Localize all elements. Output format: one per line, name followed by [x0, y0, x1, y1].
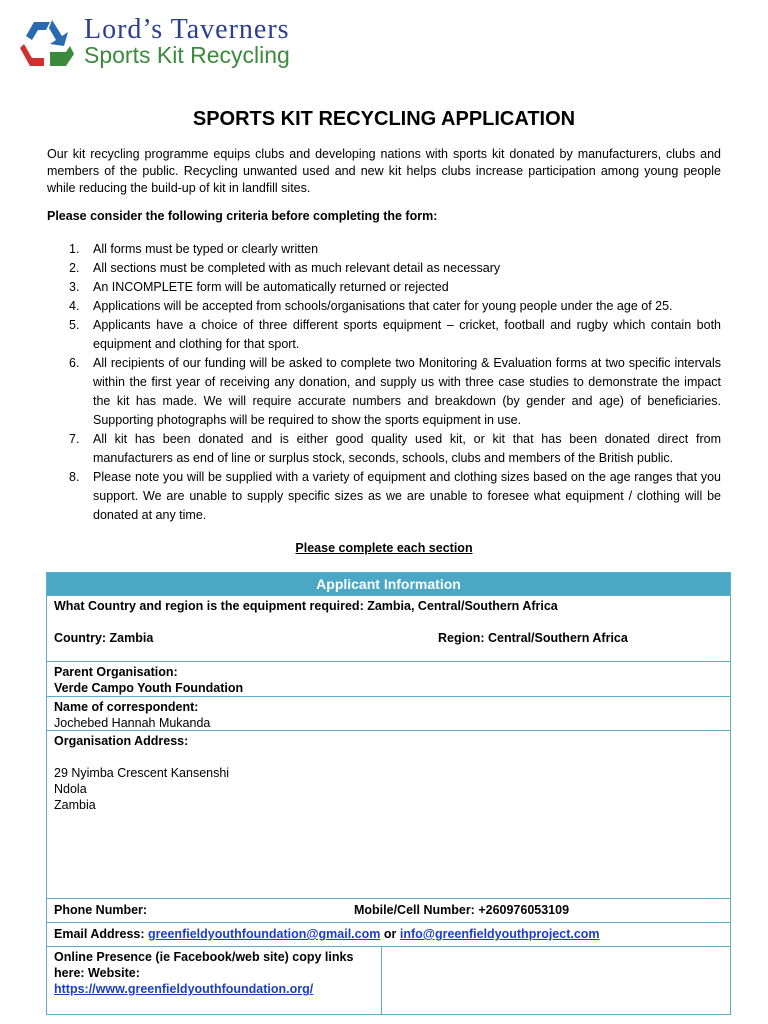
email-or: or — [383, 927, 397, 941]
address-label: Organisation Address: — [54, 734, 189, 748]
list-item — [47, 240, 721, 259]
list-item — [47, 278, 721, 297]
list-number: 6. — [69, 356, 80, 370]
form-header: Applicant Information — [47, 573, 730, 595]
online-presence-row — [47, 946, 730, 1014]
list-text: Please note you will be supplied with a variety of equipment and clothing sizes based on the age ranges that you support. We are unable to supply specific sizes as we are unable to foresee what equipment / clothing will be donated at any time. — [93, 470, 721, 522]
logo-subtitle: Sports Kit Recycling — [84, 42, 290, 68]
list-item — [47, 430, 721, 468]
list-item — [47, 468, 721, 525]
list-number: 2. — [69, 261, 80, 275]
address-line-3: Zambia — [54, 798, 96, 812]
intro-paragraph: Our kit recycling programme equips clubs and developing nations with sports kit donated by manufacturers, clubs and members of the public. Recycling unwanted used and new kit helps clubs increase participation among young people while reducing the build-up of kit in landfill sites. — [47, 147, 721, 195]
country-value: Country: Zambia — [54, 631, 154, 645]
page-title: SPORTS KIT RECYCLING APPLICATION — [192, 108, 576, 130]
list-item — [47, 354, 721, 430]
correspondent-label: Name of correspondent: — [54, 700, 199, 714]
criteria-list — [47, 240, 721, 525]
parent-org-row[interactable] — [47, 661, 730, 696]
list-text: An INCOMPLETE form will be automatically returned or rejected — [93, 280, 449, 294]
list-text: Applications will be accepted from schools/organisations that cater for young people under the age of 25. — [93, 299, 673, 313]
online-presence-input[interactable] — [382, 947, 730, 1014]
list-text: All sections must be completed with as much relevant detail as necessary — [93, 261, 501, 275]
website-link[interactable]: https://www.greenfieldyouthfoundation.org/ — [54, 982, 314, 996]
logo-title: Lord’s Taverners — [84, 14, 290, 45]
list-text: All forms must be typed or clearly written — [93, 242, 319, 256]
list-text: Applicants have a choice of three different sports equipment – cricket, football and rugby which contain both equipment and clothing for that sport. — [93, 318, 721, 351]
list-item — [47, 297, 721, 316]
email-label: Email Address: — [54, 927, 145, 941]
email-row — [47, 922, 730, 946]
logo — [20, 12, 320, 72]
country-row[interactable] — [47, 595, 730, 661]
online-presence-cell — [47, 947, 382, 1014]
email-link-2[interactable]: info@greenfieldyouthproject.com — [399, 927, 600, 941]
address-line-2: Ndola — [54, 782, 87, 796]
parent-org-label: Parent Organisation: — [54, 665, 178, 679]
address-row[interactable] — [47, 730, 730, 898]
region-value: Region: Central/Southern Africa — [438, 631, 628, 645]
email-link-1[interactable]: greenfieldyouthfoundation@gmail.com — [148, 927, 381, 941]
online-label-1: Online Presence (ie Facebook/web site) copy links — [54, 950, 354, 964]
list-item — [47, 316, 721, 354]
applicant-form — [46, 572, 731, 1015]
list-number: 1. — [69, 242, 80, 256]
recycle-icon — [20, 16, 74, 68]
address-line-1: 29 Nyimba Crescent Kansenshi — [54, 766, 230, 780]
complete-note: Please complete each section — [295, 541, 473, 555]
list-number: 8. — [69, 470, 80, 484]
correspondent-row[interactable] — [47, 696, 730, 730]
list-item — [47, 259, 721, 278]
phone-row[interactable] — [47, 898, 730, 922]
mobile-number: Mobile/Cell Number: +260976053109 — [354, 903, 570, 917]
phone-label: Phone Number: — [54, 903, 148, 917]
list-text: All recipients of our funding will be asked to complete two Monitoring & Evaluation forms at two specific intervals within the first year of receiving any donation, and supply us with three case studies to demonstrate the impact the kit has made. We will require accurate numbers and breakdown (by gender and age) of beneficiaries. Supporting photographs will be required to show the sports equipment in use. — [93, 356, 721, 427]
list-number: 3. — [69, 280, 80, 294]
correspondent-value: Jochebed Hannah Mukanda — [54, 716, 211, 730]
online-label-2: here: Website: — [54, 966, 140, 980]
list-number: 7. — [69, 432, 80, 446]
criteria-heading: Please consider the following criteria before completing the form: — [47, 209, 438, 223]
parent-org-value: Verde Campo Youth Foundation — [54, 681, 244, 695]
country-question: What Country and region is the equipment required: Zambia, Central/Southern Africa — [54, 599, 558, 613]
list-number: 5. — [69, 318, 80, 332]
list-number: 4. — [69, 299, 80, 313]
list-text: All kit has been donated and is either good quality used kit, or kit that has been donated direct from manufacturers as end of line or surplus stock, seconds, schools, clubs and members of the British public. — [93, 432, 721, 465]
